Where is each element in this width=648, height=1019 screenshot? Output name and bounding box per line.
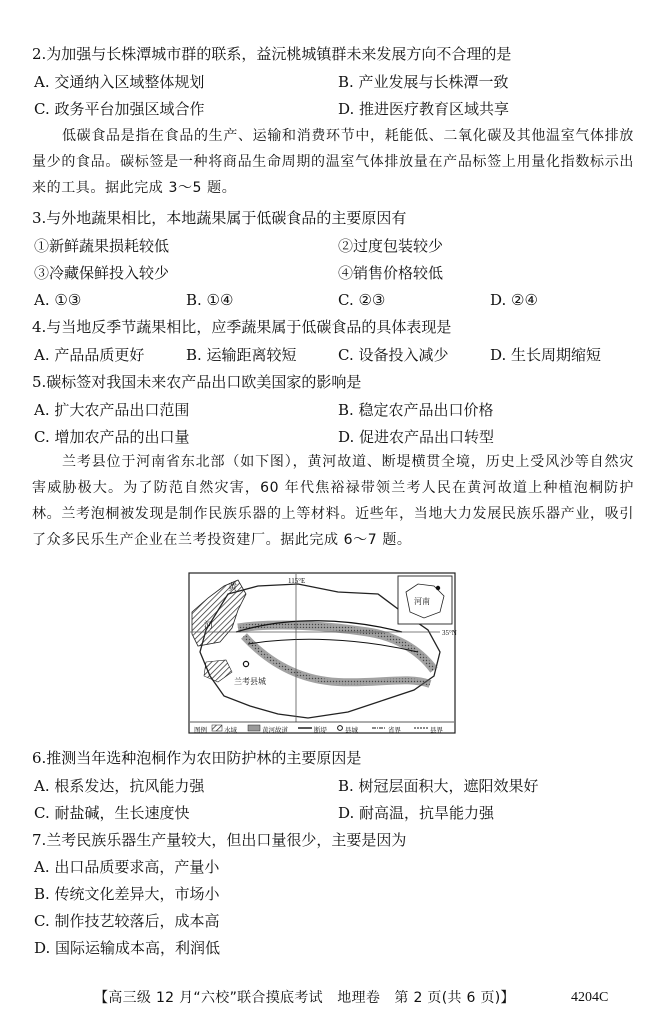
river-label-2: 河 [204,621,214,631]
passage-lankao: 兰考县位于河南省东北部（如下图），黄河故道、断堤横贯全境，历史上受风沙等自然灾害威胁极大。为了防范自然灾害，60 年代焦裕禄带领兰考人民在黄河故道上种植泡桐防护林。兰考泡桐被发现是制作民族乐器的上等材料。近些年，当地大力发展民族乐器产业，吸引了众多民乐生产企业在兰考投资建厂。据此完成 6～7 题。 [32,454,634,548]
lankao-map [188,572,458,736]
legend-county: 县城 [345,726,358,734]
q2-option-d: D. 推进医疗教育区域共享 [338,100,510,118]
q3-statement-3: ③冷藏保鲜投入较少 [34,264,170,282]
q7-stem: 7.兰考民族乐器生产量较大，但出口量很少，主要是因为 [32,831,407,849]
q6-option-c: C. 耐盐碱，生长速度快 [34,804,190,822]
legend-water-swatch [212,725,222,731]
legend-province: 省界 [388,726,401,734]
county-seat-label: 兰考县城 [234,677,266,686]
q3-statement-2: ②过度包装较少 [338,237,444,255]
q5-option-b: B. 稳定农产品出口价格 [338,401,494,419]
legend-levee: 断堤 [314,726,327,734]
legend-water: 水域 [224,726,237,734]
q3-statement-1: ①新鲜蔬果损耗较低 [34,237,170,255]
legend-countyline: 县界 [430,726,443,734]
q2-option-a: A. 交通纳入区域整体规划 [34,73,205,91]
q6-stem: 6.推测当年选种泡桐作为农田防护林的主要原因是 [32,749,362,767]
legend-title: 图例 [194,726,207,734]
q6-option-a: A. 根系发达，抗风能力强 [34,777,205,795]
q5-option-a: A. 扩大农产品出口范围 [34,401,190,419]
q7-option-c: C. 制作技艺较落后，成本高 [34,912,220,930]
legend-oldriver: 黄河故道 [262,726,288,734]
legend-oldriver-swatch [248,725,260,731]
footer-code: 4204C [571,990,609,1005]
legend-county-swatch [338,726,343,731]
q4-option-d: D. 生长周期缩短 [490,346,602,364]
q4-option-c: C. 设备投入减少 [338,346,449,364]
q5-option-d: D. 促进农产品出口转型 [338,428,495,446]
q4-option-a: A. 产品品质更好 [34,346,145,364]
q4-stem: 4.与当地反季节蔬果相比，应季蔬果属于低碳食品的具体表现是 [32,318,452,336]
q7-option-b: B. 传统文化差异大，市场小 [34,885,220,903]
q2-option-c: C. 政务平台加强区域合作 [34,100,205,118]
county-seat-marker [243,661,248,666]
passage-low-carbon: 低碳食品是指在食品的生产、运输和消费环节中，耗能低、二氧化碳及其他温室气体排放量少的食品。碳标签是一种将商品生命周期的温室气体排放量在产品标签上用量化指数标示出来的工具。据此完成 3～5 题。 [32,128,634,196]
q7-option-a: A. 出口品质要求高，产量小 [34,858,220,876]
q2-option-b: B. 产业发展与长株潭一致 [338,73,509,91]
inset-location-marker [436,586,440,590]
q3-option-a: A. ①③ [34,291,82,309]
q5-stem: 5.碳标签对我国未来农产品出口欧美国家的影响是 [32,373,362,391]
q6-option-b: B. 树冠层面积大，遮阳效果好 [338,777,539,795]
q6-option-d: D. 耐高温，抗旱能力强 [338,804,495,822]
longitude-label: 115°E [288,577,306,585]
q3-option-b: B. ①④ [186,291,234,309]
inset-label: 河南 [414,597,430,606]
lankao-map-svg [188,572,458,736]
q7-option-d: D. 国际运输成本高，利润低 [34,939,221,957]
river-label-1: 黄 [228,583,238,593]
q2-stem: 2.为加强与长株潭城市群的联系，益沅桃城镇群未来发展方向不合理的是 [32,45,512,63]
q3-stem: 3.与外地蔬果相比，本地蔬果属于低碳食品的主要原因有 [32,209,407,227]
page-footer: 【高三级 12 月“六校”联合摸底考试 地理卷 第 2 页(共 6 页)】 [94,990,515,1006]
q4-option-b: B. 运输距离较短 [186,346,297,364]
q3-option-d: D. ②④ [490,291,538,309]
q3-statement-4: ④销售价格较低 [338,264,444,282]
q5-option-c: C. 增加农产品的出口量 [34,428,190,446]
q3-option-c: C. ②③ [338,291,386,309]
latitude-label: 35°N [442,629,457,637]
